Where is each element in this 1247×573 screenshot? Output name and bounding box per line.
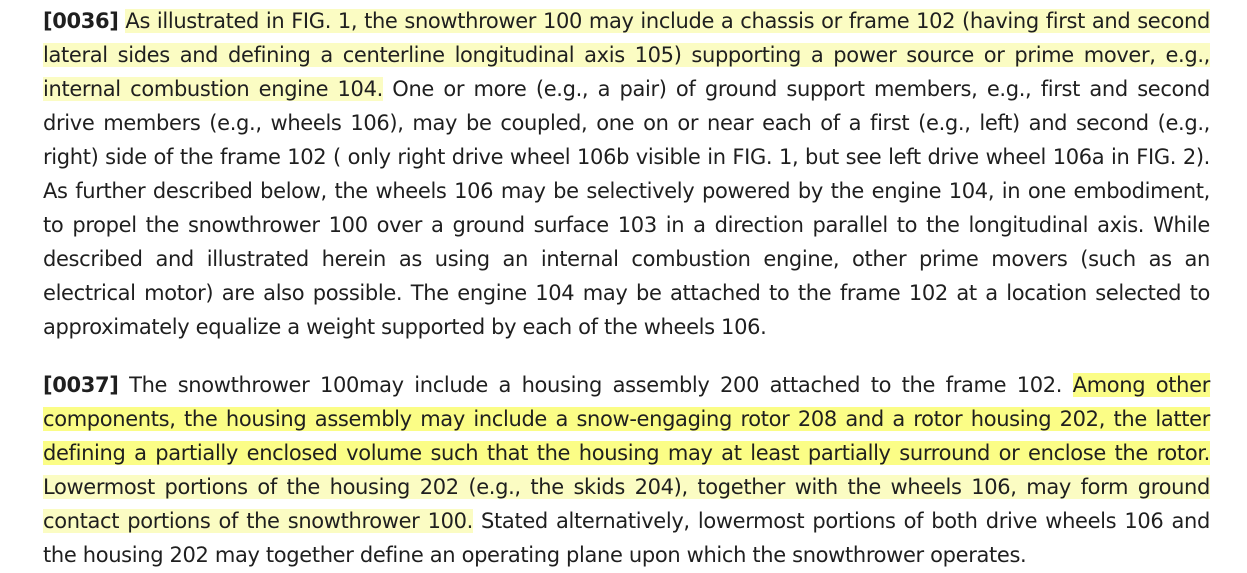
paragraph-number: [0036] xyxy=(43,9,119,33)
paragraph-0036 xyxy=(43,4,1210,344)
highlighted-text: As illustrated in FIG. 1, the snowthrower 100 may include a chassis or frame 102 (having first and second lateral sides and defining a centerline longitudinal axis 105) supporting a power source or prime mover, e.g., internal combustion engine 104. xyxy=(43,9,1210,101)
body-text: The snowthrower 100may include a housing assembly 200 attached to the frame 102. xyxy=(129,373,1073,397)
highlighted-text-strong: Among other components, the housing assembly may include a snow-engaging rotor 208 and a rotor housing 202, the latter defining a partially enclosed volume such that the housing may at least partially surround or enclose the rotor. xyxy=(43,373,1210,465)
paragraph-number: [0037] xyxy=(43,373,119,397)
patent-document xyxy=(43,4,1210,572)
body-text: One or more (e.g., a pair) of ground support members, e.g., first and second drive members (e.g., wheels 106), may be coupled, one on or near each of a first (e.g., left) and second (e.g., right) side of the frame 102 ( only right drive wheel 106b visible in FIG. 1, but see left drive wheel 106a in FIG. 2). As further described below, the wheels 106 may be selectively powered by the engine 104, in one embodiment, to propel the snowthrower 100 over a ground surface 103 in a direction parallel to the longitudinal axis. While described and illustrated herein as using an internal combustion engine, other prime movers (such as an electrical motor) are also possible. The engine 104 may be attached to the frame 102 at a location selected to approximately equalize a weight supported by each of the wheels 106. xyxy=(43,77,1210,339)
highlighted-text: Lowermost portions of the housing 202 (e.g., the skids 204), together with the wheels 106, may form ground contact portions of the snowthrower 100. xyxy=(43,475,1210,533)
body-text: Stated alternatively, lowermost portions of both drive wheels 106 and the housing 202 may together define an operating plane upon which the snowthrower operates. xyxy=(43,509,1210,567)
paragraph-0037 xyxy=(43,368,1210,572)
